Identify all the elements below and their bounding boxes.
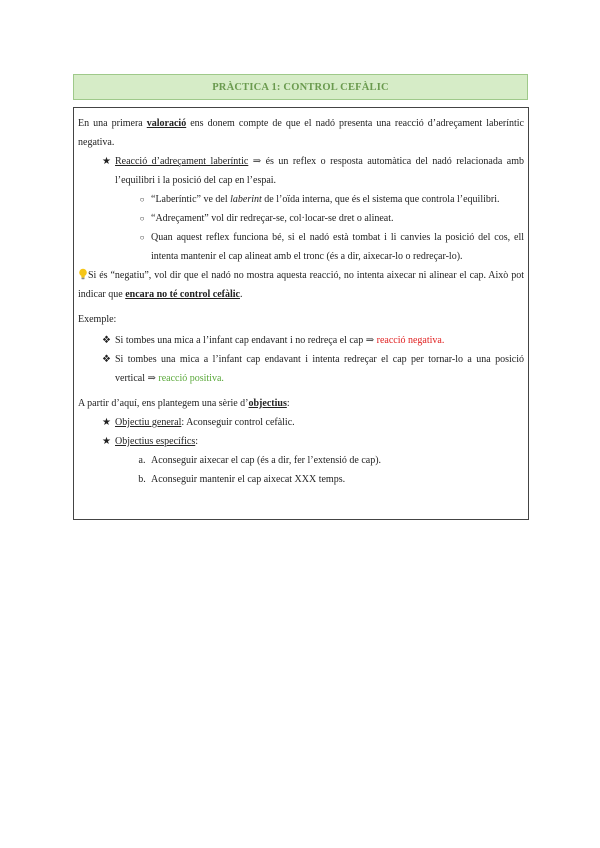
sub-item-adrecament [78,209,524,228]
sub2-text: “Adreçament” vol dir redreçar-se, col·locar-se dret o alineat. [151,213,394,224]
sub-item-laberintic [78,190,524,209]
example1-text: Si tombes una mica a l’infant cap endavant i no redreça el cap ⇒ [115,335,377,346]
specific-item-text: Aconseguir mantenir el cap aixecat XXX temps. [151,474,346,485]
negative-note [78,266,524,304]
diamond-bullet-icon: ❖ [102,354,111,365]
star-icon: ★ [102,417,111,428]
star-icon: ★ [102,156,111,167]
objectives-intro-end: : [286,398,290,409]
intro-bold-term: valoració [146,118,187,129]
intro-paragraph [78,114,524,152]
reflex-definition: ⇒ és un reflex o resposta automàtica del nadó relacionada amb l’equilibri i la posició del cap en l’espai. [115,156,524,186]
negative-reaction-label: reacció negativa [376,335,442,346]
circle-bullet-icon: ○ [139,195,145,204]
example1-end: . [441,335,445,346]
sub1-text-end: de l’oïda interna, que és el sistema que controla l’equilibri. [261,194,500,205]
example-label: Exemple: [78,314,117,325]
intro-text: En una primera [78,118,147,129]
specific-goals-colon: : [195,436,199,447]
positive-reaction-label: reacció positiva [158,373,222,384]
example2-end: . [221,373,224,384]
lightbulb-icon [78,268,88,280]
sub1-italic: laberint [230,194,262,205]
objectives-intro-text: A partir d’aquí, ens plantegem una sèrie d’ [78,398,249,409]
negative-note-end: . [239,289,243,300]
negative-note-bold: encara no té control cefàlic [125,289,240,300]
example2-text: Si tombes una mica a l’infant cap endavant i intenta redreçar el cap per tornar-lo a una posició vertical ⇒ [115,354,524,384]
list-item-reflex [78,152,524,190]
example-item-positive [78,350,524,388]
circle-bullet-icon: ○ [139,233,145,242]
objectives-intro [78,394,524,413]
list-marker: b. [138,474,146,485]
list-item-general-goal [78,413,524,432]
reflex-term: Reacció d’adreçament laberíntic [115,156,249,167]
page-title: PRÀCTICA 1: CONTROL CEFÀLIC [212,81,389,93]
content-box [73,107,529,520]
specific-item-b [78,470,524,489]
circle-bullet-icon: ○ [139,214,145,223]
list-marker: a. [138,455,146,466]
general-goal-label: Objectiu general [115,417,182,428]
specific-goals-label: Objectius específics [115,436,196,447]
objectives-term: objectius [248,398,287,409]
sub-item-functioning [78,228,524,266]
sub3-text: Quan aquest reflex funciona bé, si el nadó està tombat i li canvies la posició del cos, ell intenta mantenir el cap alineat amb el tronc (és a dir, aixecar-lo o redreçar-lo). [151,232,524,262]
specific-item-text: Aconseguir aixecar el cap (és a dir, fer l’extensió de cap). [151,455,382,466]
diamond-bullet-icon: ❖ [102,335,111,346]
intro-text-end: ens donem compte de que el nadó presenta una reacció d’adreçament laberíntic negativa. [78,118,525,148]
star-icon: ★ [102,436,111,447]
specific-item-a [78,451,524,470]
title-banner [73,74,528,100]
list-item-specific-goals [78,432,524,451]
sub1-text: “Laberíntic” ve del [151,194,231,205]
example-item-negative [78,331,524,350]
general-goal-text: : Aconseguir control cefàlic. [181,417,295,428]
negative-note-text: Si és “negatiu”, vol dir que el nadó no mostra aquesta reacció, no intenta aixecar ni alinear el cap. Això pot indicar que [78,270,524,300]
